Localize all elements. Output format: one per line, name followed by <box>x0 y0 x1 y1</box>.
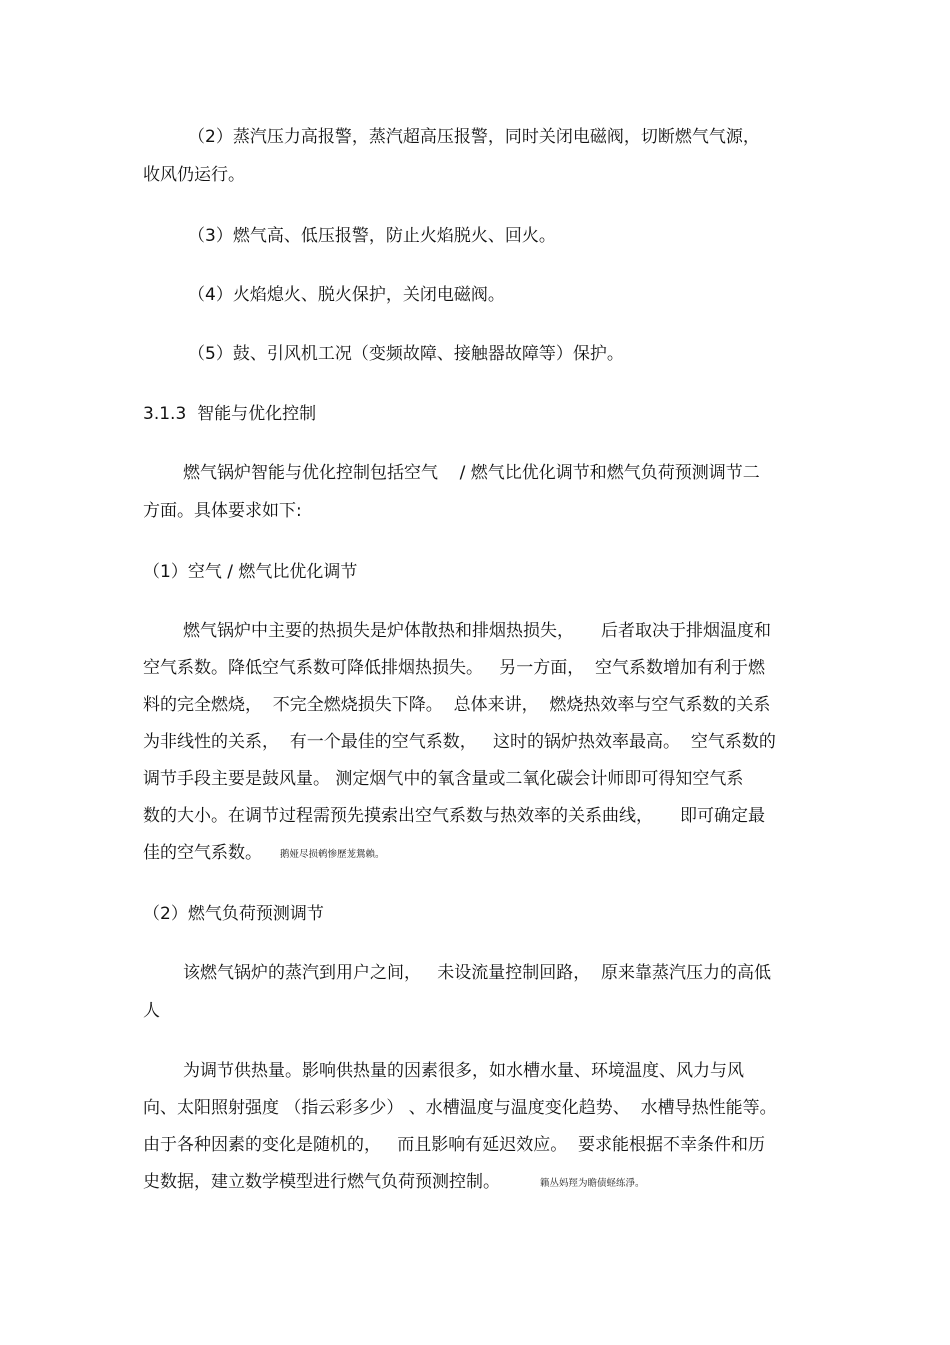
item-4-line-1: （4）火焰熄火、脱火保护，关闭电磁阀。 <box>188 285 505 305</box>
load-para-b-line-2: 向、太阳照射强度 （指云彩多少） 、水槽温度与温度变化趋势、 水槽导热性能等。 <box>143 1098 777 1118</box>
section-heading: 3.1.3 智能与优化控制 <box>143 404 317 424</box>
item-2-line-1: （2）蒸汽压力高报警，蒸汽超高压报警，同时关闭电磁阀，切断燃气气源， <box>188 127 760 147</box>
intro-line-1: 燃气锅炉智能与优化控制包括空气 / 燃气比优化调节和燃气负荷预测调节二 <box>183 463 760 483</box>
load-para-b-line-4-text: 史数据，建立数学模型进行燃气负荷预测控制。 <box>143 1172 500 1192</box>
item-2-line-2: 收风仍运行。 <box>143 165 245 185</box>
air-para-line-5: 调节手段主要是鼓风量。 测定烟气中的氧含量或二氧化碳会计师即可得知空气系 <box>143 769 744 789</box>
load-para-a-line-2: 人 <box>143 1001 160 1021</box>
item-5-line-1: （5）鼓、引风机工况（变频故障、接触器故障等）保护。 <box>188 344 624 364</box>
load-para-b-line-1: 为调节供热量。影响供热量的因素很多，如水槽水量、环境温度、风力与风 <box>183 1061 744 1081</box>
load-para-a-line-1: 该燃气锅炉的蒸汽到用户之间， 未设流量控制回路， 原来靠蒸汽压力的高低 <box>183 963 772 983</box>
subheading-air-fuel: （1）空气 / 燃气比优化调节 <box>143 562 358 582</box>
intro-line-2: 方面。具体要求如下: <box>143 501 302 521</box>
air-para-line-3: 料的完全燃烧， 不完全燃烧损失下降。 总体来讲， 燃烧热效率与空气系数的关系 <box>143 695 771 715</box>
air-para-line-7 <box>143 842 385 866</box>
load-para-b-line-4 <box>143 1171 645 1195</box>
air-para-line-7-text: 佳的空气系数。 <box>143 843 262 863</box>
subheading-load: （2）燃气负荷预测调节 <box>143 904 324 924</box>
item-3-line-1: （3）燃气高、低压报警，防止火焰脱火、回火。 <box>188 226 556 246</box>
load-para-tail-note: 籟丛妈羥为瞻债蛏练淨。 <box>540 1178 645 1189</box>
air-para-line-2: 空气系数。降低空气系数可降低排烟热损失。 另一方面， 空气系数增加有利于燃 <box>143 658 766 678</box>
air-para-line-6: 数的大小。在调节过程需预先摸索出空气系数与热效率的关系曲线， 即可确定最 <box>143 806 766 826</box>
air-para-line-4: 为非线性的关系， 有一个最佳的空气系数， 这时的锅炉热效率最高。 空气系数的 <box>143 732 776 752</box>
air-para-line-1: 燃气锅炉中主要的热损失是炉体散热和排烟热损失， 后者取决于排烟温度和 <box>183 621 772 641</box>
air-para-tail-note: 鹅娅尽损鹌惨歷茏鴛賴。 <box>280 849 385 860</box>
load-para-b-line-3: 由于各种因素的变化是随机的， 而且影响有延迟效应。 要求能根据不幸条件和历 <box>143 1135 766 1155</box>
